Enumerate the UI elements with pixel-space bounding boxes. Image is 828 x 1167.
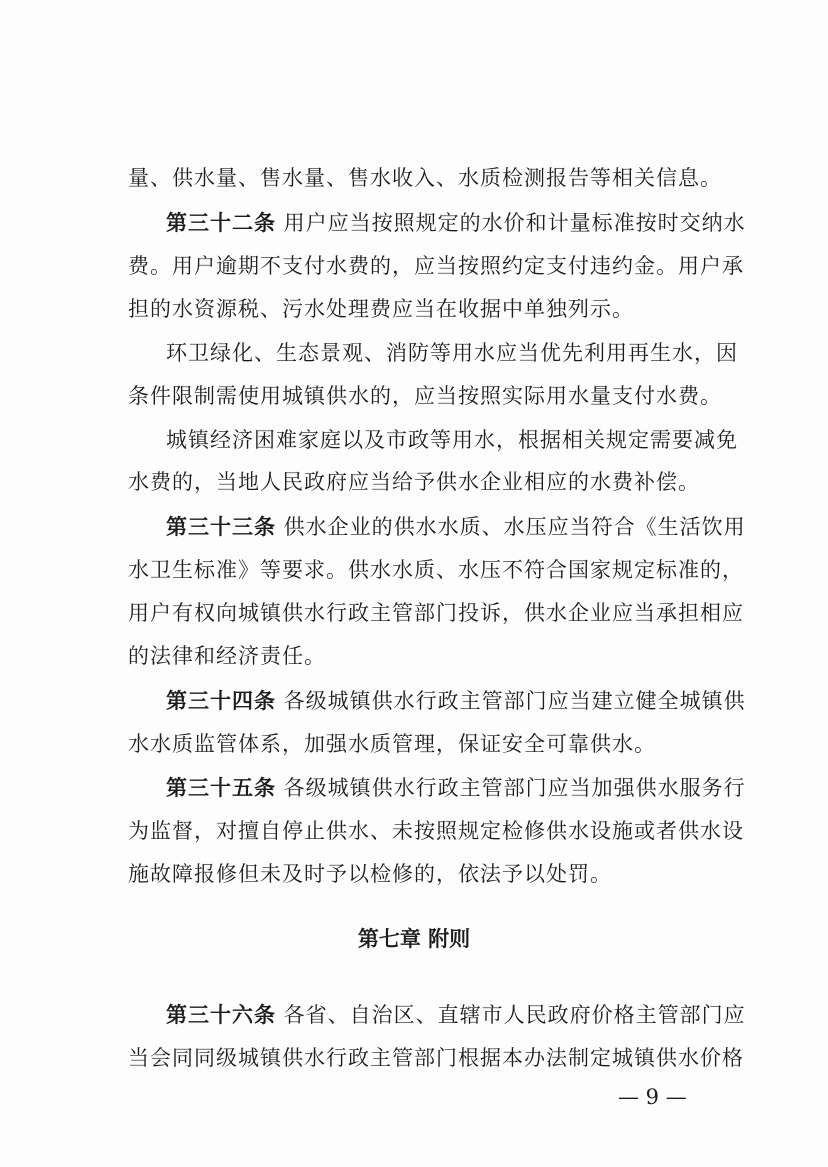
paragraph-line: 水水质监管体系，加强水质管理，保证安全可靠供水。 bbox=[128, 732, 656, 756]
paragraph-line: 城镇经济困难家庭以及市政等用水，根据相关规定需要减免 bbox=[166, 428, 738, 452]
paragraph-line: 费。用户逾期不支付水费的，应当按照约定支付违约金。用户承 bbox=[128, 254, 744, 278]
paragraph-line: 量、供水量、售水量、售水收入、水质检测报告等相关信息。 bbox=[128, 166, 722, 190]
article-line: 第三十六条 各省、自治区、直辖市人民政府价格主管部门应 bbox=[166, 1002, 746, 1027]
article-line: 第三十四条 各级城镇供水行政主管部门应当建立健全城镇供 bbox=[166, 688, 746, 713]
article-number: 第三十二条 bbox=[166, 210, 276, 235]
article-number: 第三十六条 bbox=[166, 1002, 276, 1027]
paragraph-line: 为监督，对擅自停止供水、未按照规定检修供水设施或者供水设 bbox=[128, 819, 744, 843]
page-number: — 9 — bbox=[618, 1085, 687, 1109]
article-line: 第三十二条 用户应当按照规定的水价和计量标准按时交纳水 bbox=[166, 210, 746, 235]
article-line: 第三十五条 各级城镇供水行政主管部门应当加强供水服务行 bbox=[166, 775, 746, 800]
article-number: 第三十三条 bbox=[166, 514, 276, 539]
paragraph-line: 条件限制需使用城镇供水的，应当按照实际用水量支付水费。 bbox=[128, 384, 722, 408]
paragraph-line: 环卫绿化、生态景观、消防等用水应当优先利用再生水，因 bbox=[166, 341, 738, 365]
paragraph-line: 水卫生标准》等要求。供水水质、水压不符合国家规定标准的， bbox=[128, 558, 744, 582]
paragraph-line: 用户有权向城镇供水行政主管部门投诉，供水企业应当承担相应 bbox=[128, 601, 744, 625]
article-line: 第三十三条 供水企业的供水水质、水压应当符合《生活饮用 bbox=[166, 514, 746, 539]
article-number: 第三十四条 bbox=[166, 688, 276, 713]
paragraph-line: 担的水资源税、污水处理费应当在收据中单独列示。 bbox=[128, 297, 634, 321]
paragraph-line: 的法律和经济责任。 bbox=[128, 644, 326, 668]
chapter-heading: 第七章 附则 bbox=[357, 926, 471, 951]
paragraph-line: 水费的，当地人民政府应当给予供水企业相应的水费补偿。 bbox=[128, 470, 700, 494]
paragraph-line: 施故障报修但未及时予以检修的，依法予以处罚。 bbox=[128, 862, 612, 886]
paragraph-line: 当会同同级城镇供水行政主管部门根据本办法制定城镇供水价格 bbox=[128, 1046, 744, 1070]
article-number: 第三十五条 bbox=[166, 775, 276, 800]
